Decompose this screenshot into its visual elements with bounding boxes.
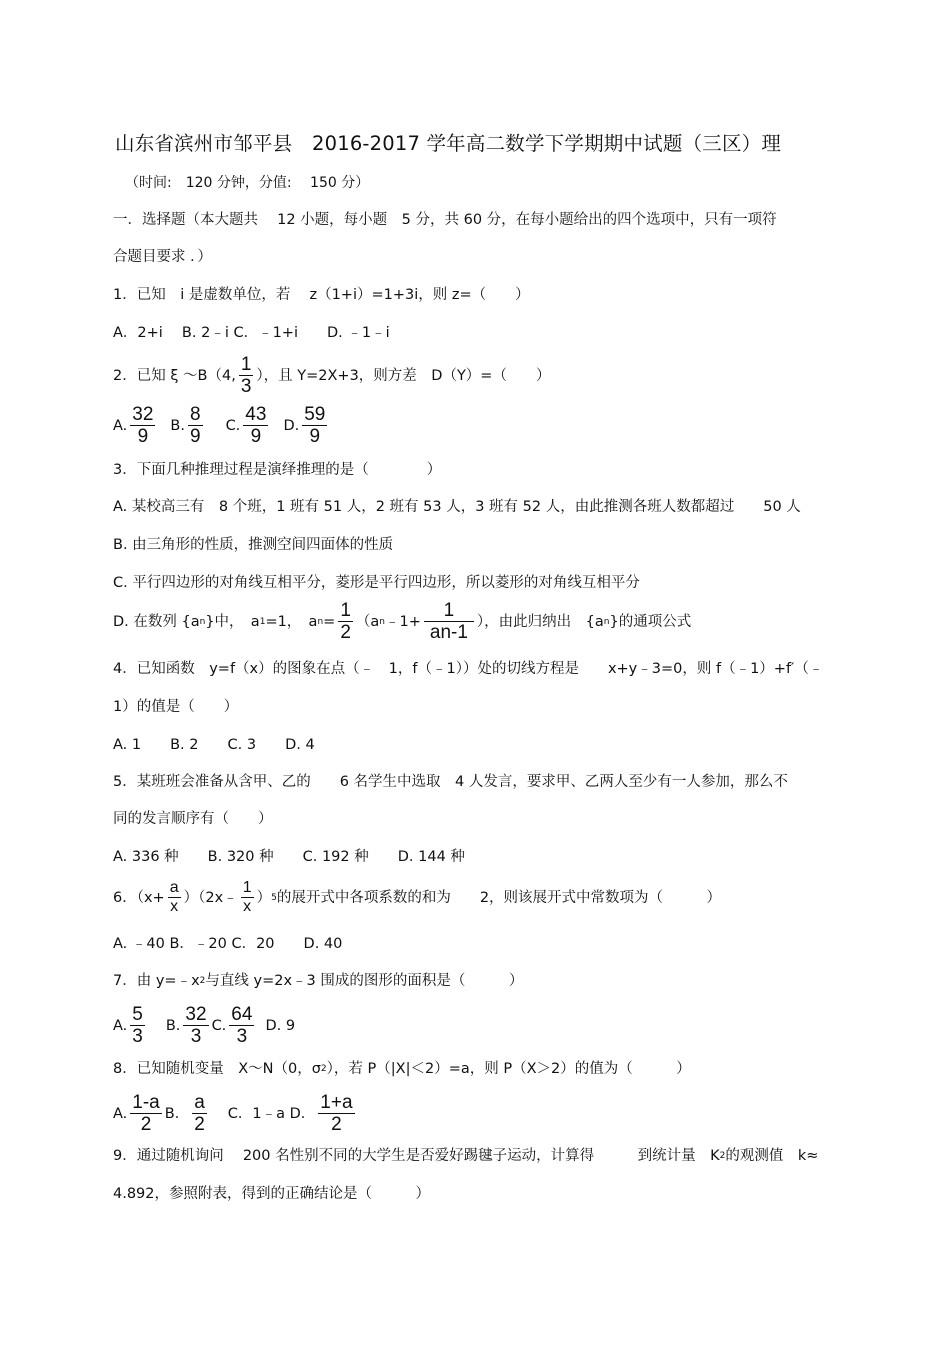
question-3-option-a: A. 某校高三有 8 个班，1 班有 51 人，2 班有 53 人，3 班有 52 人，由此推测各班人数都超过 50 人 xyxy=(113,499,801,515)
question-1-options: A．2+i B. 2﹣i C．﹣1+i D. ﹣1﹣i xyxy=(113,325,390,341)
question-3-stem: 3．下面几种推理过程是演绎推理的是（ ） xyxy=(113,462,442,478)
question-5-stem: 5．某班班会准备从含甲、乙的 6 名学生中选取 4 人发言，要求甲、乙两人至少有一人参加，那么不 xyxy=(113,774,788,790)
question-4-options: A. 1 B. 2 C. 3 D. 4 xyxy=(113,737,315,753)
question-5-stem-cont: 同的发言顺序有（ ） xyxy=(113,811,273,827)
question-3-option-d: D. 在数列 {a n }中， a 1 =1， a n = $\frac{1}{2}$ （a n ﹣1+ $\frac{1}{an-1}$ ），由此归纳出 {a n }的通项公式 xyxy=(113,600,692,643)
fraction: $\frac{43}{9}$ xyxy=(245,404,267,447)
page-title: 山东省滨州市邹平县 2016-2017 学年高二数学下学期期中试题（三区）理 xyxy=(115,132,782,155)
fraction: $\frac{32}{9}$ xyxy=(132,404,154,447)
fraction: $\frac{59}{9}$ xyxy=(304,404,326,447)
question-2-stem: 2．已知 ξ ～B（4, $\frac{1}{3}$ ），且 Y=2X+3，则方差 D（Y）=（ ） xyxy=(113,354,551,397)
question-6-stem: 6．（x+ $\frac{a}{x}$ ）（2x﹣ $\frac{1}{x}$ ） 5 的展开式中各项系数的和为 2，则该展开式中常数项为（ ） xyxy=(113,879,722,915)
question-4-stem-cont: 1）的值是（ ） xyxy=(113,699,239,715)
fraction: $\frac{1+a}{2}$ xyxy=(320,1092,353,1135)
fraction: $\frac{1}{3}$ xyxy=(240,354,252,397)
question-3-option-b: B. 由三角形的性质，推测空间四面体的性质 xyxy=(113,537,394,553)
fraction: $\frac{32}{3}$ xyxy=(185,1004,207,1047)
question-8-options: A. $\frac{1-a}{2}$ B． $\frac{a}{2}$ C．1﹣a D． $\frac{1+a}{2}$ xyxy=(113,1092,353,1135)
question-9-stem: 9．通过随机询问 200 名性别不同的大学生是否爱好踢毽子运动，计算得 到统计量 K 2 的观测值 k≈ xyxy=(113,1148,819,1164)
question-9-stem-cont: 4.892，参照附表，得到的正确结论是（ ） xyxy=(113,1186,431,1202)
fraction: $\frac{1}{x}$ xyxy=(242,879,252,915)
section-heading-cont: 合题目要求 ．） xyxy=(113,249,212,265)
section-heading: 一．选择题（本大题共 12 小题，每小题 5 分，共 60 分，在每小题给出的四个选项中，只有一项符 xyxy=(113,212,777,228)
question-2-options: A. $\frac{32}{9}$ B. $\frac{8}{9}$ C. $\frac{43}{9}$ D. $\frac{59}{9}$ xyxy=(113,404,326,447)
fraction: $\frac{a}{x}$ xyxy=(169,879,179,915)
question-1-stem: 1．已知 i 是虚数单位，若 z（1+i）=1+3i，则 z=（ ） xyxy=(113,287,530,303)
fraction: $\frac{5}{3}$ xyxy=(132,1004,143,1047)
fraction: $\frac{1}{2}$ xyxy=(340,600,351,643)
question-7-stem: 7．由 y=﹣x 2 与直线 y=2x﹣3 围成的图形的面积是（ ） xyxy=(113,973,524,989)
question-3-option-c: C. 平行四边形的对角线互相平分，菱形是平行四边形，所以菱形的对角线互相平分 xyxy=(113,575,640,591)
exam-info: （时间: 120 分钟，分值: 150 分） xyxy=(125,175,370,191)
fraction: $\frac{1-a}{2}$ xyxy=(132,1092,160,1135)
fraction: $\frac{a}{2}$ xyxy=(194,1092,205,1135)
fraction: $\frac{1}{an-1}$ xyxy=(424,600,474,643)
question-4-stem: 4．已知函数 y=f（x）的图象在点（﹣ 1，f（﹣1））处的切线方程是 x+y﹣3=0，则 f（﹣1）+f′（﹣ xyxy=(113,661,824,677)
question-6-options: A. ﹣40 B．﹣20 C．20 D. 40 xyxy=(113,936,343,952)
fraction: $\frac{64}{3}$ xyxy=(231,1004,253,1047)
fraction: $\frac{8}{9}$ xyxy=(189,404,201,447)
question-5-options: A. 336 种 B. 320 种 C. 192 种 D. 144 种 xyxy=(113,849,465,865)
question-8-stem: 8．已知随机变量 X～N（0，σ 2 ），若 P（|X|＜2）=a，则 P（X＞2）的值为（ ） xyxy=(113,1061,691,1077)
question-7-options: A. $\frac{5}{3}$ B. $\frac{32}{3}$ C. $\frac{64}{3}$ D. 9 xyxy=(113,1004,296,1047)
